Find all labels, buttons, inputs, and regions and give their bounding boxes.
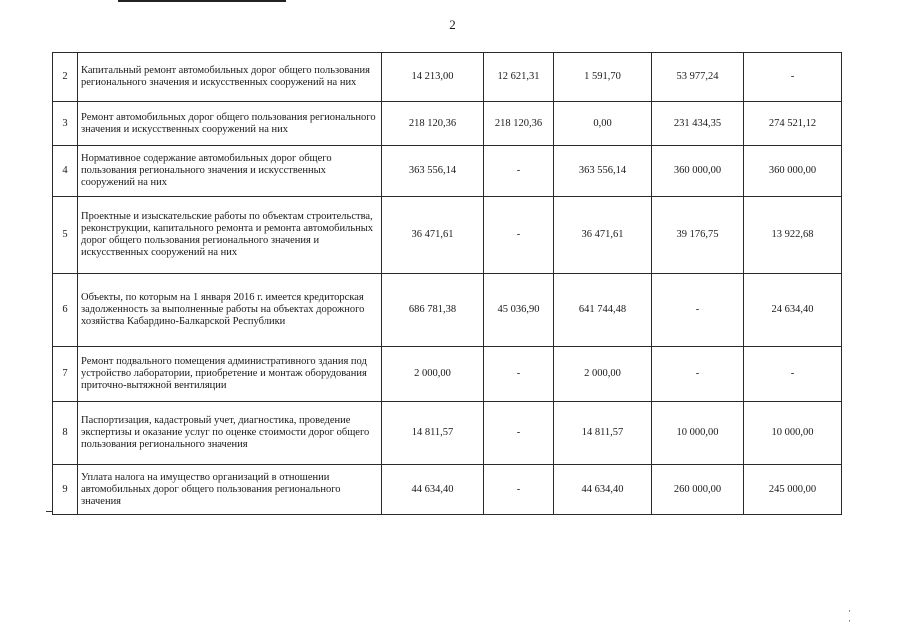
table-row: [53, 274, 842, 347]
row-value-4: -: [652, 347, 744, 402]
row-description: Паспортизация, кадастровый учет, диагностика, проведение экспертизы и оказание услуг по оценке стоимости дорог общего пользования регионального значения: [78, 402, 382, 465]
row-number: 4: [53, 146, 78, 197]
top-margin-line: [118, 0, 286, 2]
row-value-1: 686 781,38: [382, 274, 484, 347]
row-value-1: 44 634,40: [382, 465, 484, 515]
row-value-1: 14 811,57: [382, 402, 484, 465]
table-row: [53, 146, 842, 197]
row-value-4: -: [652, 274, 744, 347]
scan-mark: [46, 511, 52, 512]
row-value-4: 360 000,00: [652, 146, 744, 197]
row-value-2: -: [484, 347, 554, 402]
table-row: [53, 402, 842, 465]
row-value-1: 36 471,61: [382, 197, 484, 274]
row-number: 8: [53, 402, 78, 465]
table-row: [53, 102, 842, 146]
row-value-5: -: [744, 53, 842, 102]
row-value-2: -: [484, 146, 554, 197]
row-value-2: 45 036,90: [484, 274, 554, 347]
row-value-4: 53 977,24: [652, 53, 744, 102]
row-value-3: 44 634,40: [554, 465, 652, 515]
row-description: Капитальный ремонт автомобильных дорог общего пользования регионального значения и искусственных сооружений на них: [78, 53, 382, 102]
row-value-1: 14 213,00: [382, 53, 484, 102]
row-value-1: 218 120,36: [382, 102, 484, 146]
row-value-3: 0,00: [554, 102, 652, 146]
row-value-4: 231 434,35: [652, 102, 744, 146]
row-value-2: 218 120,36: [484, 102, 554, 146]
row-value-3: 1 591,70: [554, 53, 652, 102]
row-value-2: -: [484, 197, 554, 274]
row-value-2: -: [484, 465, 554, 515]
row-value-3: 363 556,14: [554, 146, 652, 197]
table-row: [53, 347, 842, 402]
row-value-3: 36 471,61: [554, 197, 652, 274]
table-row: [53, 197, 842, 274]
row-value-4: 39 176,75: [652, 197, 744, 274]
row-value-3: 14 811,57: [554, 402, 652, 465]
row-value-5: 245 000,00: [744, 465, 842, 515]
row-value-4: 10 000,00: [652, 402, 744, 465]
row-value-3: 641 744,48: [554, 274, 652, 347]
row-value-2: 12 621,31: [484, 53, 554, 102]
row-description: Проектные и изыскательские работы по объектам строительства, реконструкции, капитального ремонта и ремонта автомобильных дорог общего пользования регионального значения и искусственных сооружений на них: [78, 197, 382, 274]
row-value-1: 2 000,00: [382, 347, 484, 402]
row-value-5: 274 521,12: [744, 102, 842, 146]
scan-artifact: · ·: [848, 606, 869, 626]
row-value-1: 363 556,14: [382, 146, 484, 197]
row-value-2: -: [484, 402, 554, 465]
row-description: Ремонт подвального помещения административного здания под устройство лаборатории, приобретение и монтаж оборудования приточно-вытяжной вентиляции: [78, 347, 382, 402]
row-number: 9: [53, 465, 78, 515]
row-description: Нормативное содержание автомобильных дорог общего пользования регионального значения и искусственных сооружений на них: [78, 146, 382, 197]
row-value-5: 13 922,68: [744, 197, 842, 274]
row-number: 6: [53, 274, 78, 347]
row-description: Ремонт автомобильных дорог общего пользования регионального значения и искусственных сооружений на них: [78, 102, 382, 146]
row-value-5: 24 634,40: [744, 274, 842, 347]
row-number: 2: [53, 53, 78, 102]
row-number: 7: [53, 347, 78, 402]
page-number: 2: [449, 17, 456, 32]
table-row: [53, 465, 842, 515]
row-description: Объекты, по которым на 1 января 2016 г. имеется кредиторская задолженность за выполненные работы на объектах дорожного хозяйства Кабардино-Балкарской Республики: [78, 274, 382, 347]
row-value-5: -: [744, 347, 842, 402]
row-value-3: 2 000,00: [554, 347, 652, 402]
row-value-5: 10 000,00: [744, 402, 842, 465]
table-row: [53, 53, 842, 102]
row-number: 3: [53, 102, 78, 146]
row-number: 5: [53, 197, 78, 274]
row-value-4: 260 000,00: [652, 465, 744, 515]
row-description: Уплата налога на имущество организаций в отношении автомобильных дорог общего пользования регионального значения: [78, 465, 382, 515]
row-value-5: 360 000,00: [744, 146, 842, 197]
budget-table: [52, 52, 842, 515]
